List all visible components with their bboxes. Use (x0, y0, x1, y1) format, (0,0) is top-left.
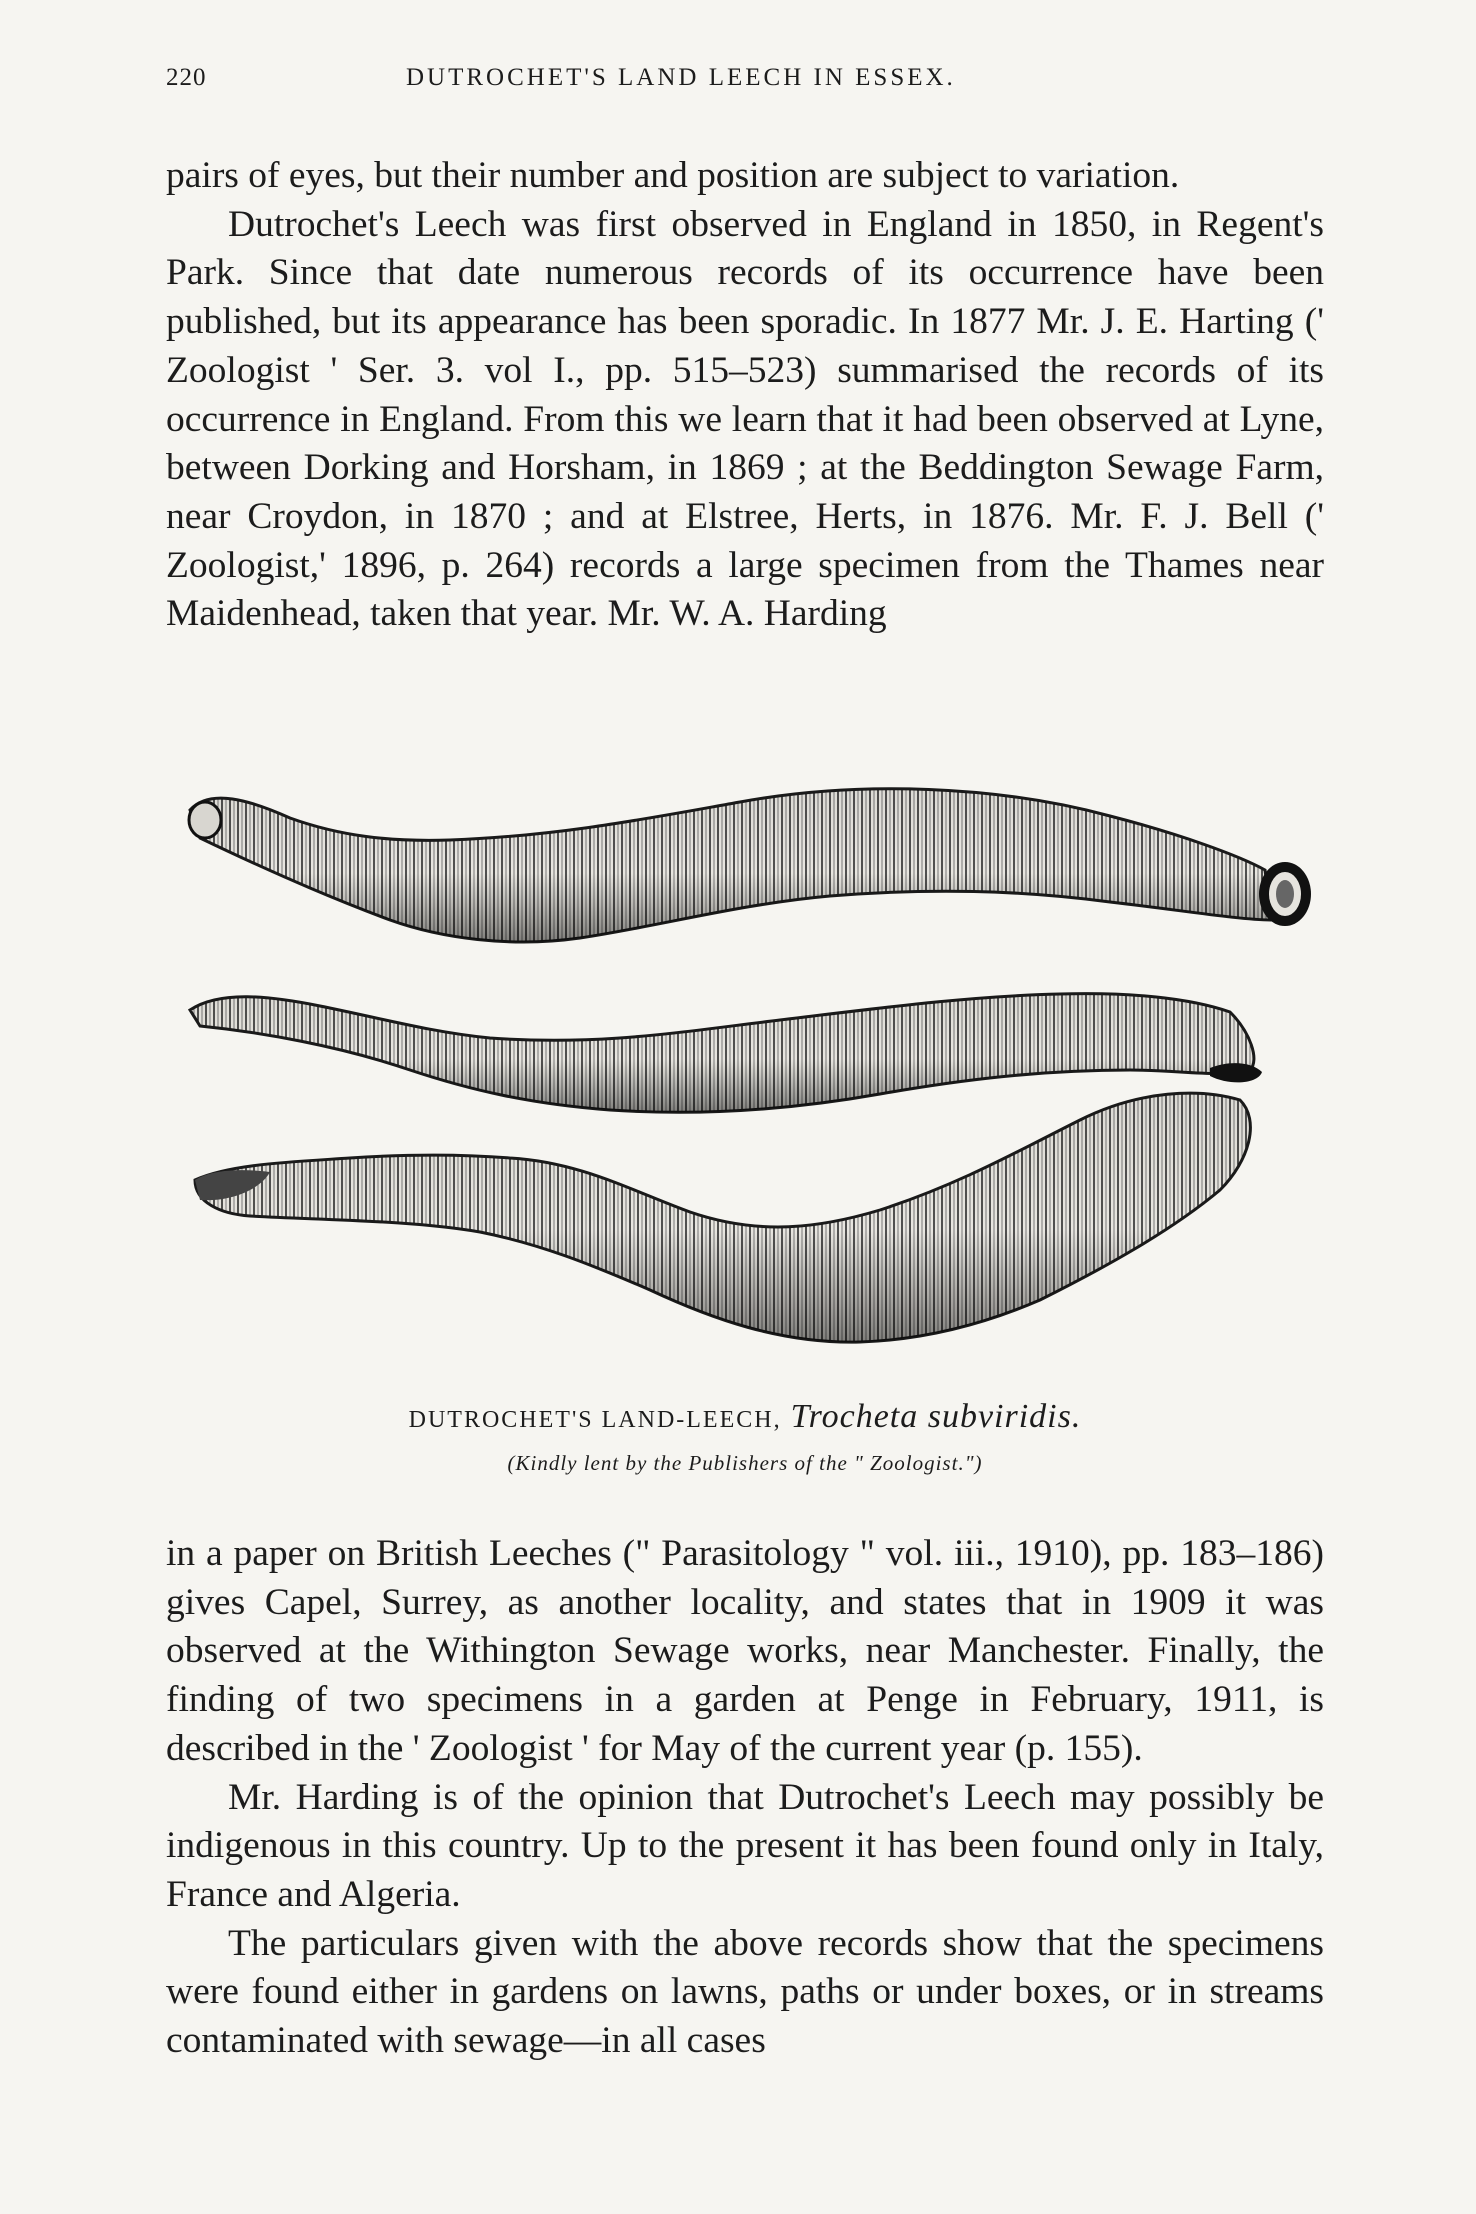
page-header (166, 64, 1324, 104)
paragraph: pairs of eyes, but their number and position are subject to variation. (166, 155, 1180, 196)
paragraph: The particulars given with the above records show that the specimens were found either in gardens on lawns, paths or under boxes, or in streams contaminated with sewage—in all cases (166, 1922, 1324, 2062)
paragraph: Mr. Harding is of the opinion that Dutrochet's Leech may possibly be indigenous in this country. Up to the present it has been found only in Italy, France and Algeria. (166, 1776, 1324, 1915)
leech-specimen-middle (190, 994, 1262, 1113)
page-number: 220 (166, 64, 207, 91)
paragraph: Dutrochet's Leech was first observed in England in 1850, in Regent's Park. Since that date numerous records of its occurrence have been published, but its appearance has been sporadic. In 1877 Mr. J. E. Harting (' Zoologist ' Ser. 3. vol I., pp. 515–523) summarised the records of its occurrence in England. From this we learn that it had been observed at Lyne, between Dorking and Horsham, in 1869 ; at the Beddington Sewage Farm, near Croydon, in 1870 ; and at Elstree, Herts, in 1876. Mr. F. J. Bell (' Zoologist,' 1896, p. 264) records a large specimen from the Thames near Maidenhead, taken that year. Mr. W. A. Harding (166, 203, 1324, 635)
body-text-bottom (166, 1530, 1324, 2066)
figure-credit: (Kindly lent by the Publishers of the " Zoologist.") (507, 1451, 983, 1475)
caption-species: Trocheta subviridis. (790, 1398, 1082, 1435)
running-head: DUTROCHET'S LAND LEECH IN ESSEX. (406, 64, 956, 91)
body-text-top (166, 152, 1324, 639)
caption-title: DUTROCHET'S LAND-LEECH, (408, 1407, 782, 1433)
paragraph: in a paper on British Leeches (" Parasitology " vol. iii., 1910), pp. 183–186) gives Capel, Surrey, as another locality, and states that in 1909 it was observed at the Withington Sewage works, near Manchester. Finally, the finding of two specimens in a garden at Penge in February, 1911, is described in the ' Zoologist ' for May of the current year (p. 155). (166, 1533, 1324, 1769)
leech-specimen-bottom (195, 1093, 1250, 1342)
leech-specimen-top (189, 789, 1311, 942)
leech-illustration (180, 770, 1340, 1390)
figure-caption (166, 1398, 1324, 1436)
